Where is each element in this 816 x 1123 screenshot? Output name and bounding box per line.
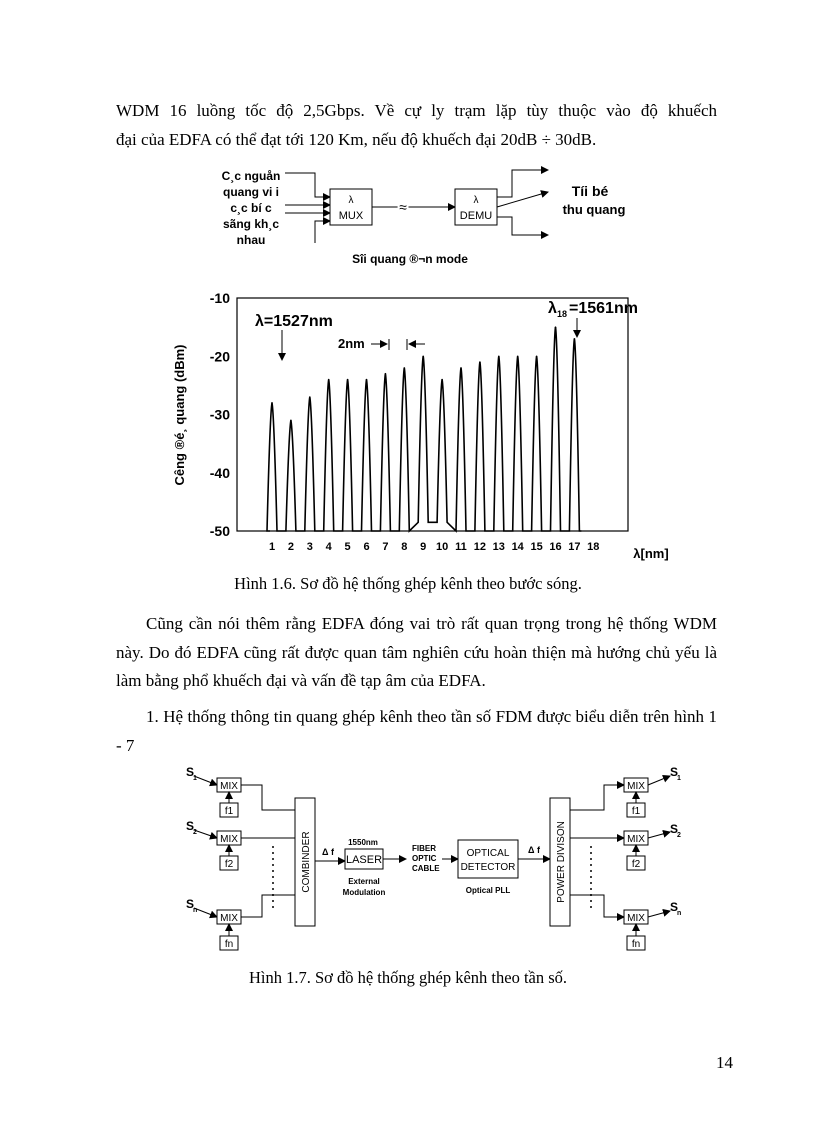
y-tick-label: -40 (209, 464, 230, 481)
x-axis-label: λ[nm] (633, 546, 669, 561)
sources-line: c¸c bí c (230, 201, 272, 215)
power-division-label: POWER DIVISON (556, 821, 567, 903)
spectrum-peak-point (328, 379, 330, 381)
link-break-symbol: ≈ (399, 199, 407, 215)
y-axis-ticks (210, 290, 230, 539)
demux-label: DEMU (459, 210, 493, 222)
x-tick-label: 9 (420, 541, 427, 553)
y-tick-label: -10 (209, 290, 230, 306)
annotation-end-prefix: λ (548, 300, 557, 317)
left-channel-2 (186, 819, 295, 870)
x-tick-label: 10 (435, 541, 449, 553)
spectrum-peak-point (385, 373, 387, 375)
oscillator-label: f1 (224, 806, 234, 817)
signal-subscript: 1 (193, 775, 197, 782)
y-tick-label: -20 (209, 348, 230, 365)
detector-line: OPTICAL (466, 848, 510, 859)
signal-label: S (670, 900, 679, 914)
mixer-label: MIX (220, 834, 238, 845)
figure-1-7-caption: Hình 1.7. Sơ đồ hệ thống ghép kênh theo tần số. (248, 968, 568, 987)
annotation-start-wavelength: λ=1527nm (255, 313, 333, 330)
wdm-block-diagram (222, 169, 626, 266)
delta-f-right: Δ f (528, 845, 540, 855)
x-tick-label: 12 (473, 541, 487, 553)
spectrum-peak-point (271, 402, 273, 404)
signal-label: S (670, 765, 679, 779)
signal-label: S (670, 822, 679, 836)
signal-subscript: n (677, 910, 682, 917)
paragraph-edfa: Cũng cần nói thêm rằng EDFA đóng vai trò rất quan trọng trong hệ thống WDM này. Do đó EDFA cũng rất được quan tâm nghiên cứu hoàn thiện mà hướng chủ yếu là làm bằng phổ khuếch đại và vấn đề tạp âm của EDFA. (116, 614, 717, 690)
sources-line: quang vi i (222, 185, 280, 199)
right-channel-n (570, 895, 681, 950)
mixer-label: MIX (627, 834, 645, 845)
spectrum-peak-point (422, 355, 424, 357)
spectrum-peak-point (460, 367, 462, 369)
spectrum-peak-point (290, 420, 292, 422)
demux-lambda: λ (473, 195, 479, 206)
x-tick-label: 8 (401, 541, 408, 553)
signal-label: S (186, 765, 195, 779)
fiber-cable-line: CABLE (412, 864, 440, 873)
intro-line-1: WDM 16 luồng tốc độ 2,5Gbps. Về cự ly trạm lặp tùy thuộc vào độ khuếch (116, 101, 717, 120)
signal-subscript: 2 (677, 832, 681, 839)
x-tick-label: 15 (530, 541, 543, 553)
y-tick-label: -30 (209, 406, 230, 423)
combiner-label: COMBINDER (301, 831, 312, 893)
mixer-label: MIX (220, 781, 238, 792)
delta-f-left: Δ f (322, 847, 334, 857)
oscillator-label: f1 (631, 806, 641, 817)
signal-subscript: 1 (677, 775, 681, 782)
x-tick-label: 7 (382, 541, 389, 553)
x-tick-label: 6 (363, 541, 370, 553)
spectrum-peak-point (479, 361, 481, 363)
figure-1-6-caption: Hình 1.6. Sơ đồ hệ thống ghép kênh theo bước sóng. (234, 574, 582, 593)
sources-line: sãng kh¸c (222, 217, 280, 231)
x-tick-label: 4 (325, 541, 332, 553)
oscillator-label: f2 (631, 859, 641, 870)
x-tick-label: 1 (268, 541, 276, 553)
spectrum-peak-point (404, 367, 406, 369)
optical-pll-label: Optical PLL (465, 886, 511, 895)
x-tick-label: 2 (287, 541, 294, 553)
x-tick-label: 13 (492, 541, 505, 553)
annotation-end-subscript: 18 (557, 309, 568, 319)
x-tick-label: 17 (568, 541, 581, 553)
signal-subscript: n (193, 907, 198, 914)
intro-line-2: đại của EDFA có thể đạt tới 120 Km, nếu độ khuếch đại 20dB ÷ 30dB. (116, 129, 597, 149)
spectrum-peak-point (517, 355, 519, 357)
fiber-mode-label: Sîi quang ®¬n mode (352, 252, 468, 266)
page-number: 14 (716, 1053, 733, 1072)
fiber-cable-line: FIBER (412, 844, 436, 853)
y-tick-label: -50 (209, 523, 230, 539)
x-tick-label: 14 (511, 541, 524, 553)
right-channel-1 (570, 765, 681, 817)
x-tick-label: 3 (306, 541, 313, 553)
detector-line: DETECTOR (460, 862, 516, 873)
left-channel-1 (186, 765, 295, 817)
spectrum-chart (172, 290, 669, 561)
laser-label: LASER (345, 854, 383, 866)
mixer-label: MIX (627, 913, 645, 924)
receivers-line: thu quang (562, 202, 626, 217)
mixer-label: MIX (220, 913, 238, 924)
sources-line: nhau (236, 233, 266, 247)
spectrum-series-line (267, 327, 581, 531)
laser-wavelength: 1550nm (348, 838, 378, 847)
x-tick-label: 16 (549, 541, 562, 553)
oscillator-label: f2 (224, 859, 234, 870)
mux-lambda: λ (348, 195, 354, 206)
spectrum-peak-point (309, 396, 311, 398)
spectrum-peak-point (574, 338, 576, 340)
fiber-cable-line: OPTIC (412, 854, 437, 863)
signal-subscript: 2 (193, 829, 197, 836)
fdm-diagram (186, 765, 681, 950)
left-channel-n (186, 895, 295, 950)
oscillator-label: fn (631, 939, 641, 950)
mux-label: MUX (338, 210, 364, 222)
receivers-line: Tíi bé (571, 183, 609, 199)
spectrum-peak-point (366, 379, 368, 381)
spectrum-peak-point (347, 379, 349, 381)
signal-label: S (186, 897, 195, 911)
sources-label (222, 169, 281, 247)
annotation-spacing: 2nm (338, 336, 365, 351)
spectrum-peak-point (441, 379, 443, 381)
external-mod-line: External (348, 877, 380, 886)
spectrum-peak-point (555, 326, 557, 328)
mixer-label: MIX (627, 781, 645, 792)
annotation-end-value: =1561nm (569, 300, 638, 317)
x-tick-label: 18 (587, 541, 600, 553)
external-mod-line: Modulation (342, 888, 386, 897)
x-axis-ticks (269, 541, 599, 553)
sources-line: C¸c nguån (221, 169, 281, 183)
x-tick-label: 5 (344, 541, 351, 553)
spectrum-peak-point (498, 355, 500, 357)
oscillator-label: fn (224, 939, 234, 950)
right-channel-2 (570, 822, 681, 870)
y-axis-label: Cêng ®é¸ quang (dBm) (172, 344, 187, 486)
spectrum-peak-point (536, 355, 538, 357)
x-tick-label: 11 (455, 541, 467, 553)
signal-label: S (186, 819, 195, 833)
paragraph-fdm: 1. Hệ thống thông tin quang ghép kênh theo tần số FDM được biểu diễn trên hình 1 - 7 (116, 707, 717, 755)
